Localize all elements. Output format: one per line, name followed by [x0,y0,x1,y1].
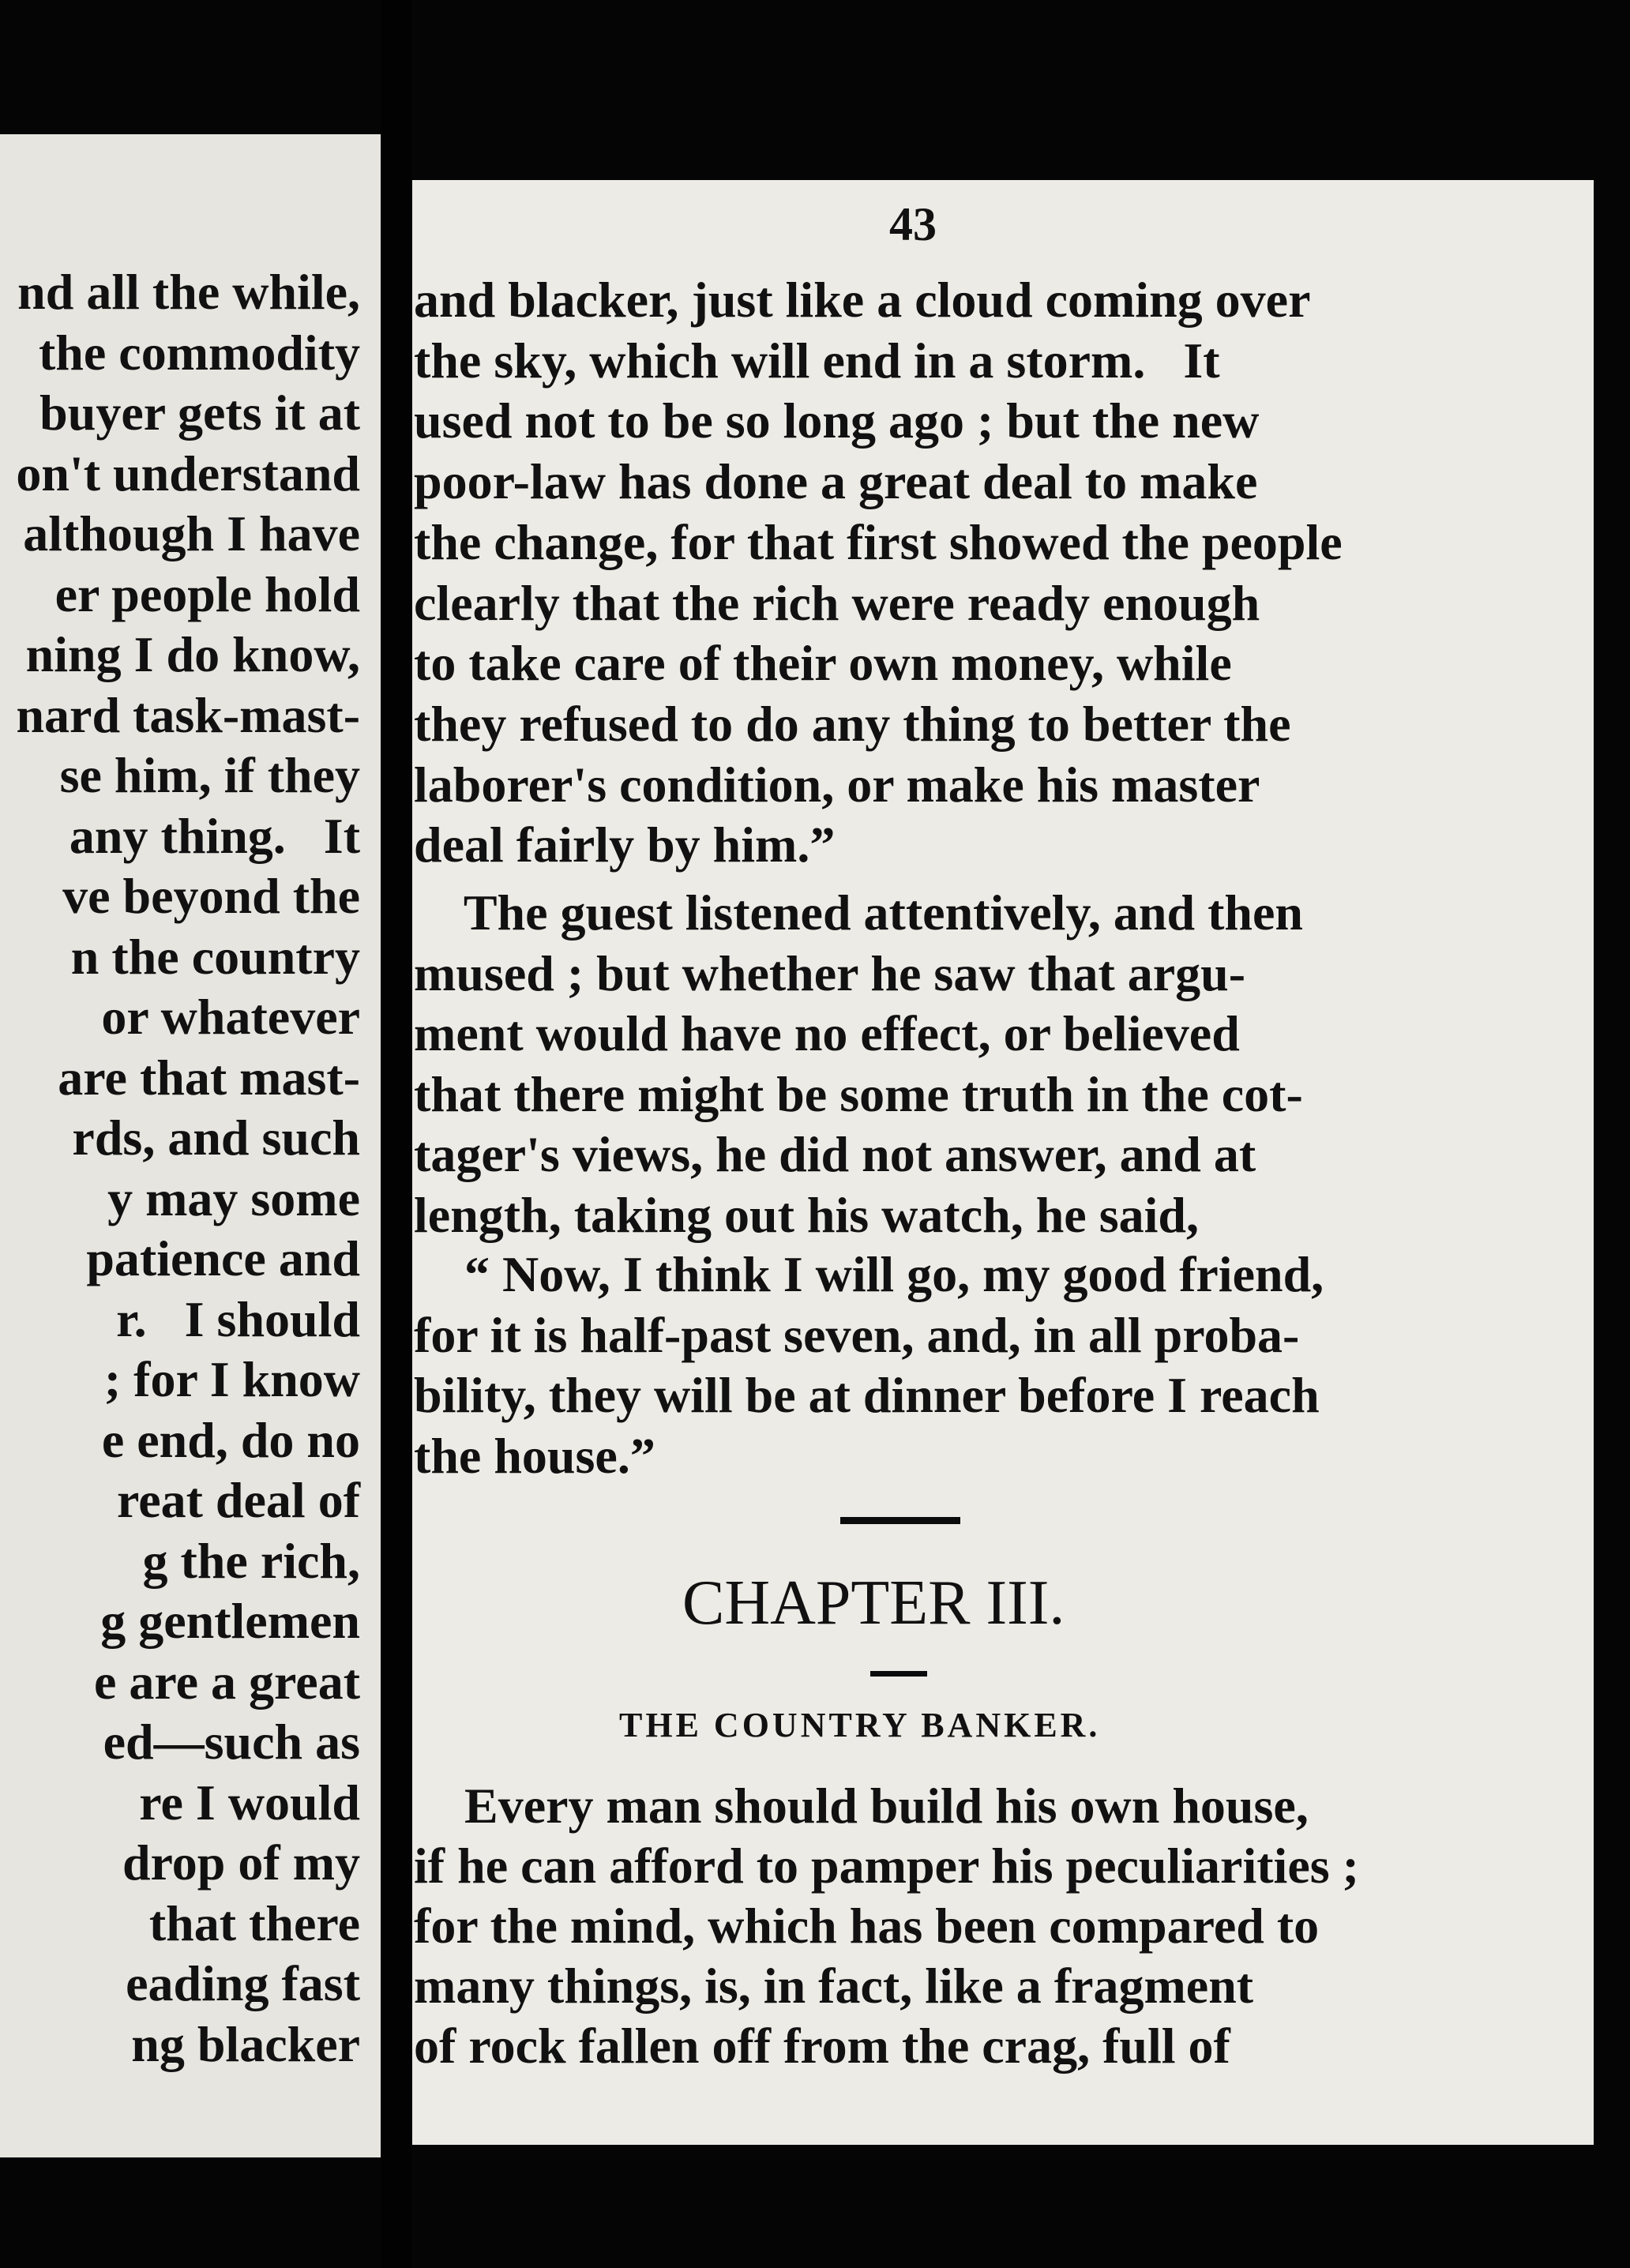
left-page-line: are that mast- [58,1049,360,1106]
body-text-line: the house.” [414,1428,655,1485]
left-page-line: e are a great [93,1653,360,1710]
body-text-line: used not to be so long ago ; but the new [414,392,1260,449]
chapter-rule-bottom [870,1671,927,1677]
body-text-line: mused ; but whether he saw that argu- [414,944,1246,1001]
chapter-title: CHAPTER III. [682,1568,1065,1638]
left-page-line: r. I should [116,1290,360,1347]
left-page-line: patience and [86,1230,360,1286]
left-page-line: ng blacker [131,2015,360,2072]
left-page-line: re I would [139,1774,360,1831]
chapter-rule-top [840,1517,960,1524]
body-text-line: the sky, which will end in a storm. It [414,332,1220,389]
page-number: 43 [889,198,937,250]
body-text-line: many things, is, in fact, like a fragment [414,1958,1254,2014]
body-text-line: length, taking out his watch, he said, [414,1187,1199,1243]
left-page-line: drop of my [122,1834,360,1891]
body-text-line: Every man should build his own house, [414,1778,1309,1834]
left-page-line: any thing. It [69,807,360,864]
left-page-line: n the country [70,928,360,985]
body-text-line: The guest listened attentively, and then [414,884,1303,941]
left-page-line: ning I do know, [25,626,360,682]
left-page-line: e end, do no [101,1411,360,1468]
book-gutter [381,0,412,2268]
left-page-line: buyer gets it at [39,385,360,441]
body-text-line: bility, they will be at dinner before I reach [414,1367,1320,1424]
left-page-line: ed—such as [103,1714,360,1770]
body-text-line: to take care of their own money, while [414,635,1232,692]
left-page-line: rds, and such [72,1110,360,1166]
left-page-line: nd all the while, [17,264,360,320]
body-text-line: the change, for that first showed the people [414,513,1343,570]
left-page-line: g gentlemen [100,1593,360,1649]
left-page-line: ve beyond the [62,868,360,924]
left-page-line: reat deal of [116,1472,360,1528]
body-text-line: that there might be some truth in the cot- [414,1065,1303,1122]
left-page-line: or whatever [101,989,360,1045]
left-page-line: that there [148,1894,360,1951]
left-page-line: y may some [107,1170,360,1226]
left-page-line: ; for I know [103,1351,360,1407]
body-text-line: of rock fallen off from the crag, full of [414,2018,1230,2074]
left-page-line: er people hold [54,565,360,622]
body-text-line: for it is half-past seven, and, in all proba- [414,1306,1300,1363]
body-text-line: tager's views, he did not answer, and at [414,1126,1256,1183]
left-page-line: the commodity [38,324,360,381]
left-page-line: on't understand [16,445,360,501]
right-page [412,180,1594,2145]
left-page-line: although I have [23,505,360,561]
left-page-line: g the rich, [142,1532,360,1589]
body-text-line: clearly that the rich were ready enough [414,574,1260,631]
body-text-line: they refused to do any thing to better the [414,695,1291,752]
left-page [0,134,381,2157]
body-text-line: “ Now, I think I will go, my good friend, [414,1246,1324,1302]
body-text-line: deal fairly by him.” [414,817,836,873]
body-text-line: if he can afford to pamper his peculiarities ; [414,1838,1359,1894]
left-page-line: se him, if they [59,747,360,803]
body-text-line: poor-law has done a great deal to make [414,453,1258,510]
body-text-line: for the mind, which has been compared to [414,1898,1320,1954]
body-text-line: and blacker, just like a cloud coming over [414,272,1311,328]
left-page-line: eading fast [126,1955,360,2011]
chapter-subtitle: THE COUNTRY BANKER. [619,1706,1101,1744]
left-page-line: nard task-mast- [16,686,360,743]
body-text-line: laborer's condition, or make his master [414,756,1260,813]
body-text-line: ment would have no effect, or believed [414,1005,1240,1062]
